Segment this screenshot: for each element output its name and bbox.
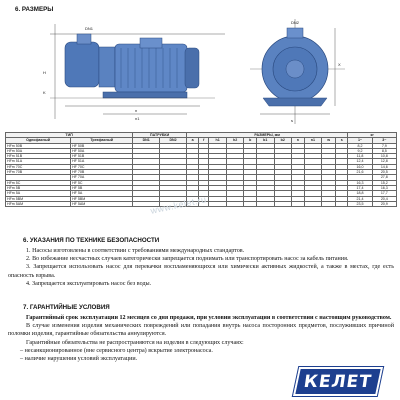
safety-item: 3. Запрещается использовать насос для перекачки воспламеняющихся или химически активных жидкостей, а также в местах, где есть опасность взрыва. xyxy=(8,264,394,279)
table-cell: HFm 5C xyxy=(6,180,71,185)
table-cell: HF 51B xyxy=(71,154,133,159)
table-cell xyxy=(209,201,227,206)
table-cell: 20,9 xyxy=(372,201,396,206)
table-cell xyxy=(292,201,305,206)
table-cell: 20,5 xyxy=(372,170,396,175)
th-sizes: РАЗМЕРЫ, мм xyxy=(187,133,348,138)
safety-title: 6. УКАЗАНИЯ ПО ТЕХНИКЕ БЕЗОПАСНОСТИ xyxy=(23,237,160,244)
table-cell: HFm 70C xyxy=(6,164,71,169)
table-col-header: n1 xyxy=(304,138,322,143)
table-col-header: Однофазный xyxy=(6,138,71,143)
table-cell: HFm 50B xyxy=(6,143,71,148)
table-cell: HF 5AM xyxy=(71,201,133,206)
watermark: www.kelet.ru xyxy=(149,194,208,216)
th-type: ТИП xyxy=(6,133,133,138)
table-cell: HF 70B xyxy=(71,170,133,175)
table-col-header: n xyxy=(292,138,305,143)
pump-drawings xyxy=(25,14,370,134)
th-kg: кг xyxy=(348,133,397,138)
table-cell: 27,8 xyxy=(372,175,396,180)
safety-item: 2. Во избежание несчастных случаев категорически запрещается поднимать или транспортировать насос за кабель питания. xyxy=(26,256,349,263)
safety-section xyxy=(8,237,394,288)
table-cell: 16,0 xyxy=(348,164,372,169)
dim-label: n xyxy=(135,108,138,113)
warranty-section xyxy=(8,304,394,363)
table-cell: 21,4 xyxy=(348,196,372,201)
kelet-logo xyxy=(293,367,383,396)
table-cell: HF 50A xyxy=(71,148,133,153)
dim-label: K xyxy=(43,90,46,95)
table-cell xyxy=(244,201,257,206)
table-cell: HF 70A xyxy=(71,175,133,180)
table-cell: HFm 51A xyxy=(6,159,71,164)
table-cell: 9,2 xyxy=(348,148,372,153)
table-cell: HFm 51B xyxy=(6,154,71,159)
table-cell: 8,2 xyxy=(348,143,372,148)
safety-item: 1. Насосы изготовлены в соответствии с требованиями международных стандартов. xyxy=(26,248,245,254)
table-cell: HFm 5AM xyxy=(6,201,71,206)
table-cell: HFm 5A xyxy=(6,191,71,196)
table-cell xyxy=(336,201,348,206)
table-col-header: w xyxy=(322,138,336,143)
table-cell: HFm 70B xyxy=(6,170,71,175)
warranty-lead: Гарантийный срок эксплуатации 12 месяцев со дня продажи, при условии эксплуатации в соответствии с настоящим руководством. xyxy=(26,315,392,321)
table-cell: 10,8 xyxy=(372,154,396,159)
table-col-header: DN1 xyxy=(133,138,160,143)
table-cell xyxy=(274,201,292,206)
table-col-header: 1~ xyxy=(348,138,372,143)
table-cell: 17,4 xyxy=(348,185,372,190)
table-cell: HF 5BM xyxy=(71,196,133,201)
table-col-header: a xyxy=(187,138,199,143)
warranty-p1: В случае изменения изделия механических повреждений или попадания внутрь насоса посторонних предметов, послуживших причиной поломки изделия, гарантийные обязательства аннулируются. xyxy=(8,323,394,338)
table-cell xyxy=(257,201,275,206)
table-cell: 21,6 xyxy=(348,170,372,175)
table-cell: 20,4 xyxy=(372,196,396,201)
table-cell: 23,5 xyxy=(348,201,372,206)
table-cell: 16,3 xyxy=(372,185,396,190)
pump-side-view xyxy=(50,24,225,119)
table-cell: HFm 50A xyxy=(6,148,71,153)
warranty-bullet: – несанкционированное (вне сервисного центра) вскрытие электронасоса. xyxy=(20,347,213,354)
table-cell: 8,5 xyxy=(372,148,396,153)
table-cell: HF 5A xyxy=(71,191,133,196)
table-cell: 16,3 xyxy=(348,180,372,185)
dim-label: DN1 xyxy=(85,26,94,31)
warranty-title: 7. ГАРАНТИЙНЫЕ УСЛОВИЯ xyxy=(23,304,110,311)
table-cell: HF 51A xyxy=(71,159,133,164)
table-cell: 18,8 xyxy=(348,191,372,196)
table-cell: HFm 5B xyxy=(6,185,71,190)
table-col-header: f xyxy=(199,138,209,143)
table-cell: HFm 5BM xyxy=(6,196,71,201)
warranty-p2: Гарантийные обязательства не распространяются на изделия в следующих случаях: xyxy=(26,339,244,346)
dim-label: s xyxy=(291,118,293,123)
table-col-header: s xyxy=(336,138,348,143)
table-cell: 11,8 xyxy=(348,154,372,159)
table-cell xyxy=(304,201,322,206)
table-col-header: b1 xyxy=(257,138,275,143)
dim-label: DN2 xyxy=(291,20,300,25)
table-cell: 15,2 xyxy=(372,180,396,185)
section-dims-title: 6. РАЗМЕРЫ xyxy=(15,6,54,13)
table-cell: 7,9 xyxy=(372,143,396,148)
table-col-header: Трехфазный xyxy=(71,138,133,143)
table-cell xyxy=(322,201,336,206)
th-pipes: ПАТРУБКИ xyxy=(133,133,187,138)
table-cell: HF 70C xyxy=(71,164,133,169)
table-col-header: 3~ xyxy=(372,138,396,143)
table-col-header: b xyxy=(244,138,257,143)
table-cell: 17,7 xyxy=(372,191,396,196)
table-cell: HF 50B xyxy=(71,143,133,148)
logo-text: КЕЛЕТ xyxy=(302,371,374,392)
dim-label: H xyxy=(43,70,46,75)
table-cell: HF 5C xyxy=(71,180,133,185)
table-cell: 14,6 xyxy=(372,164,396,169)
dim-label: n1 xyxy=(135,116,140,121)
table-col-header: b2 xyxy=(274,138,292,143)
dim-label: X xyxy=(338,62,341,67)
table-cell: HF 5B xyxy=(71,185,133,190)
table-col-header: h1 xyxy=(209,138,227,143)
pump-front-view xyxy=(250,19,345,124)
table-cell xyxy=(226,201,244,206)
warranty-bullet: – наличие нарушения условий эксплуатации. xyxy=(20,356,138,363)
table-col-header: h2 xyxy=(226,138,244,143)
table-cell: 12,4 xyxy=(348,159,372,164)
safety-item: 4. Запрещается эксплуатировать насос без воды. xyxy=(26,280,152,287)
table-col-header: DN2 xyxy=(160,138,187,143)
table-cell: 12,8 xyxy=(372,159,396,164)
